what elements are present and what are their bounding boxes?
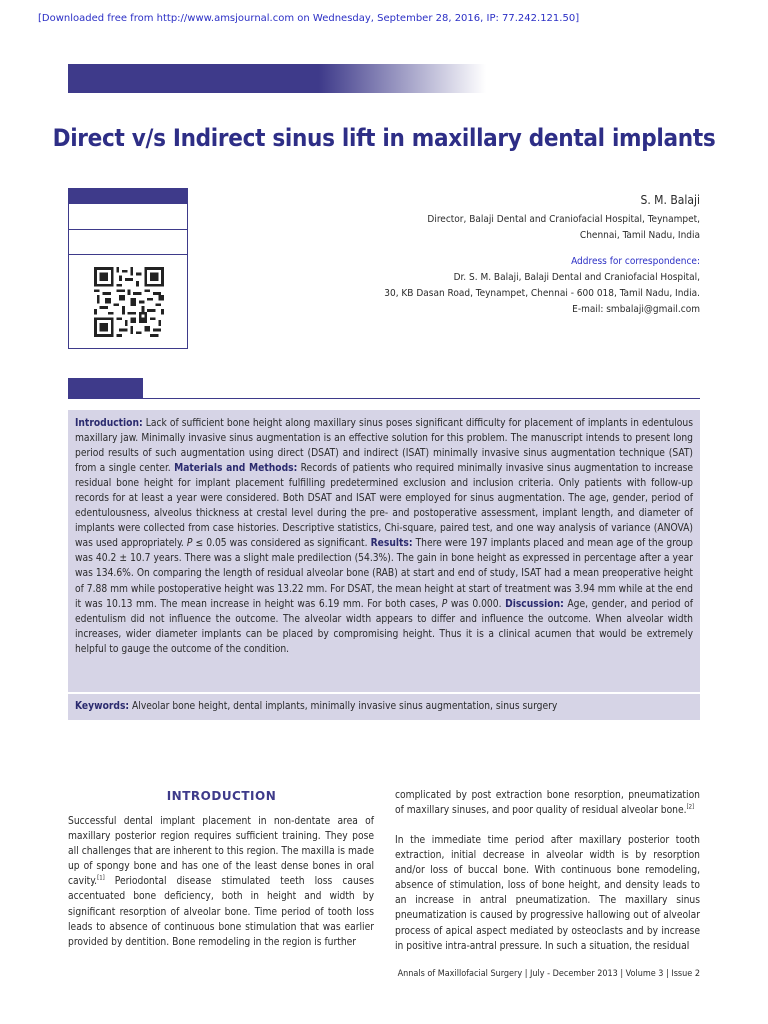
p-symbol: P (441, 598, 448, 610)
intro-paragraph-continued (395, 788, 700, 818)
header-banner (68, 64, 486, 93)
p-symbol: P (186, 538, 193, 550)
abstract-segment: There were 197 implants placed and mean age of the group was 40.2 ± 10.7 years. There was a slight male predilection (54.3%). The gain in bone height as expressed in percentage after a year was 134.6%. On comparing the length of residual alveolar bone (RAB) at start and end of study, ISAT had a mean preoperative height of 7.88 mm while postoperative height was 13.22 mm. For DSAT, the mean height at start of treatment was 3.94 mm while at the end it was 10.13 mm. The mean increase in height was 6.19 mm. For both cases, (75, 538, 693, 610)
abstract-rule (143, 398, 700, 399)
abstract-box (68, 410, 700, 720)
abstract-label: Materials and Methods: (174, 463, 298, 475)
abstract-tab (68, 378, 143, 399)
abstract-label: Results: (370, 538, 413, 550)
citation-link[interactable]: [2] (686, 803, 695, 811)
abstract-text (75, 416, 693, 657)
keywords-label: Keywords: (75, 701, 130, 712)
qr-code-icon[interactable] (94, 267, 164, 337)
abstract-separator (68, 692, 700, 694)
download-notice: [Downloaded free from http://www.amsjournal.com on Wednesday, September 28, 2016, IP: 77.242.121.50] (38, 13, 580, 24)
affiliation-line: Chennai, Tamil Nadu, India (579, 230, 700, 241)
abstract-segment: was 0.000. (447, 598, 506, 610)
correspondence-line: Dr. S. M. Balaji, Balaji Dental and Craniofacial Hospital, (453, 272, 700, 283)
paragraph-text: Periodontal disease stimulated teeth loss causes accentuated bone deficiency, both in height and width by significant resorption of alveolar bone. Time period of tooth loss leads to absence of continuous bone stimulation that was earlier provided by dentition. Bone remodeling in the region is further (68, 876, 374, 948)
citation-link[interactable]: [1] (97, 874, 105, 882)
abstract-segment: ≤ 0.05 was considered as significant. (192, 538, 371, 550)
page-footer: Annals of Maxillofacial Surgery | July - December 2013 | Volume 3 | Issue 2 (397, 969, 700, 979)
intro-paragraph-1 (68, 814, 374, 950)
section-heading-introduction: INTRODUCTION (166, 789, 277, 803)
article-title: Direct v/s Indirect sinus lift in maxillary dental implants (52, 124, 716, 152)
author-affiliation (427, 212, 700, 244)
access-article-box (68, 188, 188, 349)
paragraph-text: complicated by post extraction bone resorption, pneumatization of maxillary sinuses, and poor quality of residual alveolar bone. (395, 790, 700, 817)
keywords-text: Alveolar bone height, dental implants, minimally invasive sinus augmentation, sinus surgery (129, 701, 558, 712)
abstract-label: Discussion: (505, 598, 564, 610)
affiliation-line: Director, Balaji Dental and Craniofacial Hospital, Teynampet, (427, 214, 700, 225)
correspondence-heading: Address for correspondence: (571, 256, 700, 267)
abstract-segment: Age, gender, and period of edentulism did not influence the outcome. The alveolar width appears to differ and influence the outcome. When alveolar width increases, wider diameter implants can be placed by compromising height. Thus it is a clinical acumen that would be extremely helpful to gauge the outcome of the condition. (75, 598, 694, 655)
correspondence-email[interactable]: E-mail: smbalaji@gmail.com (572, 304, 700, 315)
keywords (75, 701, 557, 712)
access-box-header (69, 189, 187, 204)
abstract-label: Introduction: (75, 418, 143, 429)
correspondence-block (384, 254, 700, 318)
access-box-row (69, 204, 187, 230)
abstract-segment: Records of patients who required minimally invasive sinus augmentation to increase residual bone height for implant placement fulfilling predetermined exclusion and inclusion criteria. Only patients with follow-up records for at least a year were considered. Both DSAT and ISAT were employed for sinus augmentation. The age, gender, period of edentulousness, alveolus thickness at crestal level during the pre- and postoperative assessment, implant length, and diameter of implants were collected from case histories. Descriptive statistics, Chi-square, paired test, and one way analysis of variance (ANOVA) was used appropriately. (75, 463, 693, 550)
intro-paragraph-2: In the immediate time period after maxillary posterior tooth extraction, initial decrease in alveolar width is by resorption and/or loss of buccal bone. With continuous bone remodeling, absence of stimulation, loss of bone height, and density leads to an increase in antral pneumatization. The maxillary sinus pneumatization is caused by progressive hallowing out of alveolar process of apical aspect mediated by osteoclasts and by increase in positive intra-antral pressure. In such a situation, the residual (395, 835, 700, 952)
author-name: S. M. Balaji (640, 193, 700, 207)
access-box-row (69, 229, 187, 255)
paragraph-text: Successful dental implant placement in non-dentate area of maxillary posterior region requires sufficient training. They pose all challenges that are inherent to this region. The maxilla is made up of spongy bone and has one of the least dense bones in oral cavity. (68, 816, 374, 888)
correspondence-line: 30, KB Dasan Road, Teynampet, Chennai - 600 018, Tamil Nadu, India. (384, 288, 700, 299)
abstract-segment: Lack of sufficient bone height along maxillary sinus poses significant difficulty for placement of implants in edentulous maxillary jaw. Minimally invasive sinus augmentation is an effective solution for this problem. The manuscript intends to present long period results of such augmentation using direct (DSAT) and indirect (ISAT) minimally invasive sinus augmentation technique (SAT) from a single center. (75, 418, 693, 475)
